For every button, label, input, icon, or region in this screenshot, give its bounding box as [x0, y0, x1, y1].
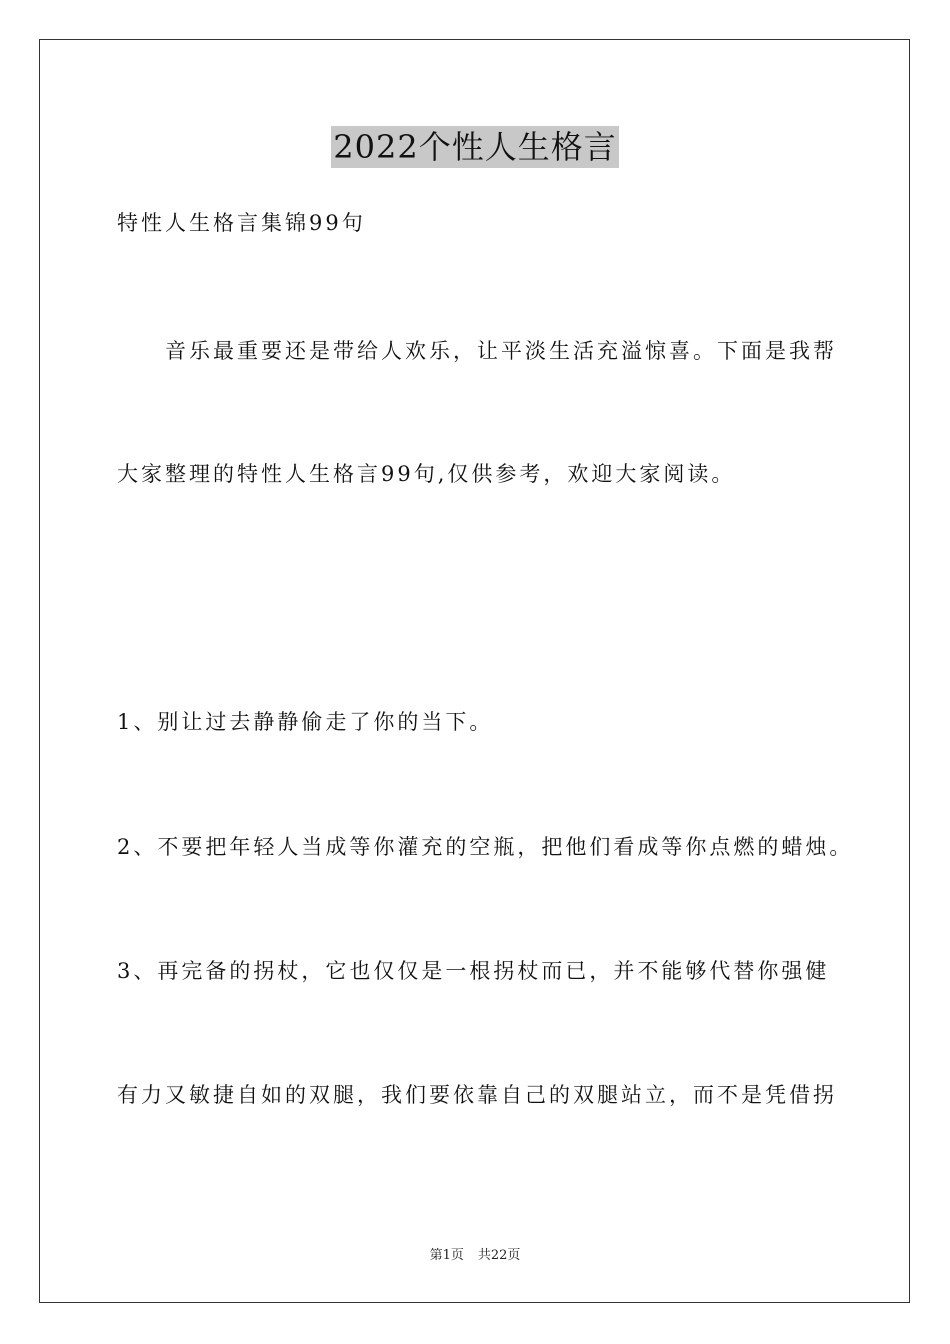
document-title: 2022个性人生格言	[333, 128, 617, 166]
page-footer	[0, 1247, 950, 1265]
paragraph-line: 音乐最重要还是带给人欢乐，让平淡生活充溢惊喜。下面是我帮	[165, 339, 837, 363]
list-item: 1、别让过去静静偷走了你的当下。	[117, 710, 494, 734]
list-item: 2、不要把年轻人当成等你灌充的空瓶，把他们看成等你点燃的蜡烛。	[117, 835, 854, 859]
document-subtitle: 特性人生格言集锦99句	[117, 211, 366, 235]
title-container	[0, 126, 950, 168]
list-item-continuation: 有力又敏捷自如的双腿，我们要依靠自己的双腿站立，而不是凭借拐	[117, 1083, 837, 1107]
page-number: 第1页	[429, 1248, 464, 1263]
page-total: 共22页	[477, 1248, 521, 1263]
paragraph-line: 大家整理的特性人生格言99句,仅供参考，欢迎大家阅读。	[117, 462, 736, 486]
list-item: 3、再完备的拐杖，它也仅仅是一根拐杖而已，并不能够代替你强健	[117, 959, 830, 983]
